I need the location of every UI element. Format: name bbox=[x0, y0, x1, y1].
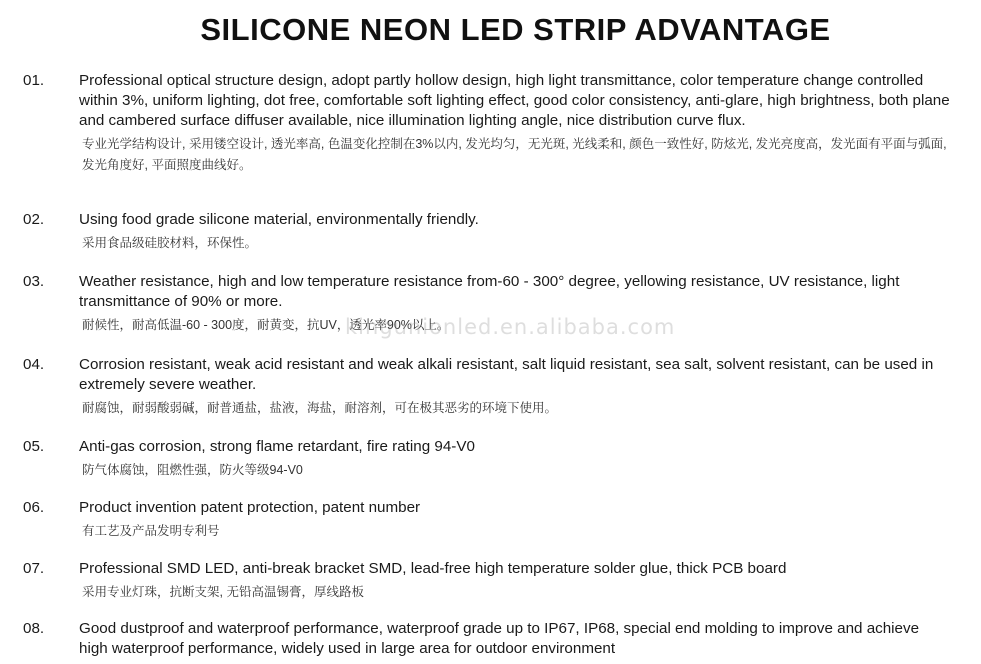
item-chinese-text: 耐腐蚀，耐弱酸弱碱，耐普通盐，盐液，海盐，耐溶剂，可在极其恶劣的环境下使用。 bbox=[82, 401, 558, 415]
item-number: 08. bbox=[23, 620, 45, 637]
item-english-body: Corrosion resistant, weak acid resistant and weak alkali resistant, salt liquid resistant, sea salt, solvent resistant, can be used in extremely severe weather. bbox=[79, 356, 934, 393]
item-chinese-text: 有工艺及产品发明专利号 bbox=[82, 524, 220, 538]
item-number: 01. bbox=[23, 72, 45, 89]
watermark: kingunionled.en.alibaba.com bbox=[345, 315, 676, 339]
item-number: 04. bbox=[23, 356, 45, 373]
item-number: 02. bbox=[23, 211, 45, 228]
item-english-body: Using food grade silicone material, environmentally friendly. bbox=[79, 211, 479, 228]
item-english-body: Professional optical structure design, adopt partly hollow design, high light transmittance, color temperature change controlled within 3%, uniform lighting, dot free, comfortable soft lighting effect, good color consistency, anti-glare, high brightness, both plane and cambered surface diffuser available, nice illumination lighting angle, nice distribution curve flux. bbox=[79, 72, 950, 129]
item-chinese-text: 采用专业灯珠，抗断支架, 无铅高温锡膏，厚线路板 bbox=[82, 585, 364, 599]
page-title: SILICONE NEON LED STRIP ADVANTAGE bbox=[200, 12, 831, 47]
item-english-text bbox=[23, 437, 951, 457]
item-english-body: Weather resistance, high and low temperature resistance from-60 - 300° degree, yellowing resistance, UV resistance, light transmittance of 90% or more. bbox=[79, 273, 900, 310]
item-english-body: Professional SMD LED, anti-break bracket SMD, lead-free high temperature solder glue, thick PCB board bbox=[79, 560, 787, 577]
advantage-item-02 bbox=[23, 210, 951, 254]
item-number: 07. bbox=[23, 560, 45, 577]
item-english-text bbox=[23, 559, 951, 579]
item-english-text bbox=[23, 272, 951, 312]
item-english-body: Product invention patent protection, patent number bbox=[79, 499, 421, 516]
item-english-text bbox=[23, 71, 951, 131]
advantage-item-04 bbox=[23, 355, 951, 419]
advantage-item-07 bbox=[23, 559, 951, 603]
item-number: 05. bbox=[23, 438, 45, 455]
item-number: 03. bbox=[23, 273, 45, 290]
item-number: 06. bbox=[23, 499, 45, 516]
item-english-text bbox=[23, 619, 951, 659]
advantage-item-06 bbox=[23, 498, 951, 542]
item-chinese-text: 专业光学结构设计, 采用镂空设计, 透光率高, 色温变化控制在3%以内, 发光均匀，无光斑, 光线柔和, 颜色一致性好, 防炫光, 发光亮度高，发光面有平面与弧面, 发光角度好, 平面照度曲线好。 bbox=[82, 137, 947, 172]
item-english-text bbox=[23, 355, 951, 395]
item-chinese-text: 防气体腐蚀，阻燃性强，防火等级94-V0 bbox=[82, 463, 303, 477]
item-chinese-text: 耐候性，耐高低温-60 - 300度，耐黄变，抗UV，透光率90%以上。 bbox=[82, 318, 450, 332]
advantage-item-08 bbox=[23, 619, 951, 659]
item-english-body: Good dustproof and waterproof performance, waterproof grade up to IP67, IP68, special end molding to improve and achieve high waterproof performance, widely used in large area for outdoor environment bbox=[79, 620, 920, 657]
advantage-item-05 bbox=[23, 437, 951, 481]
advantage-item-01 bbox=[23, 71, 951, 176]
item-english-text bbox=[23, 498, 951, 518]
item-english-text bbox=[23, 210, 951, 230]
item-chinese-text: 采用食品级硅胶材料，环保性。 bbox=[82, 236, 258, 250]
item-english-body: Anti-gas corrosion, strong flame retardant, fire rating 94-V0 bbox=[79, 438, 475, 455]
